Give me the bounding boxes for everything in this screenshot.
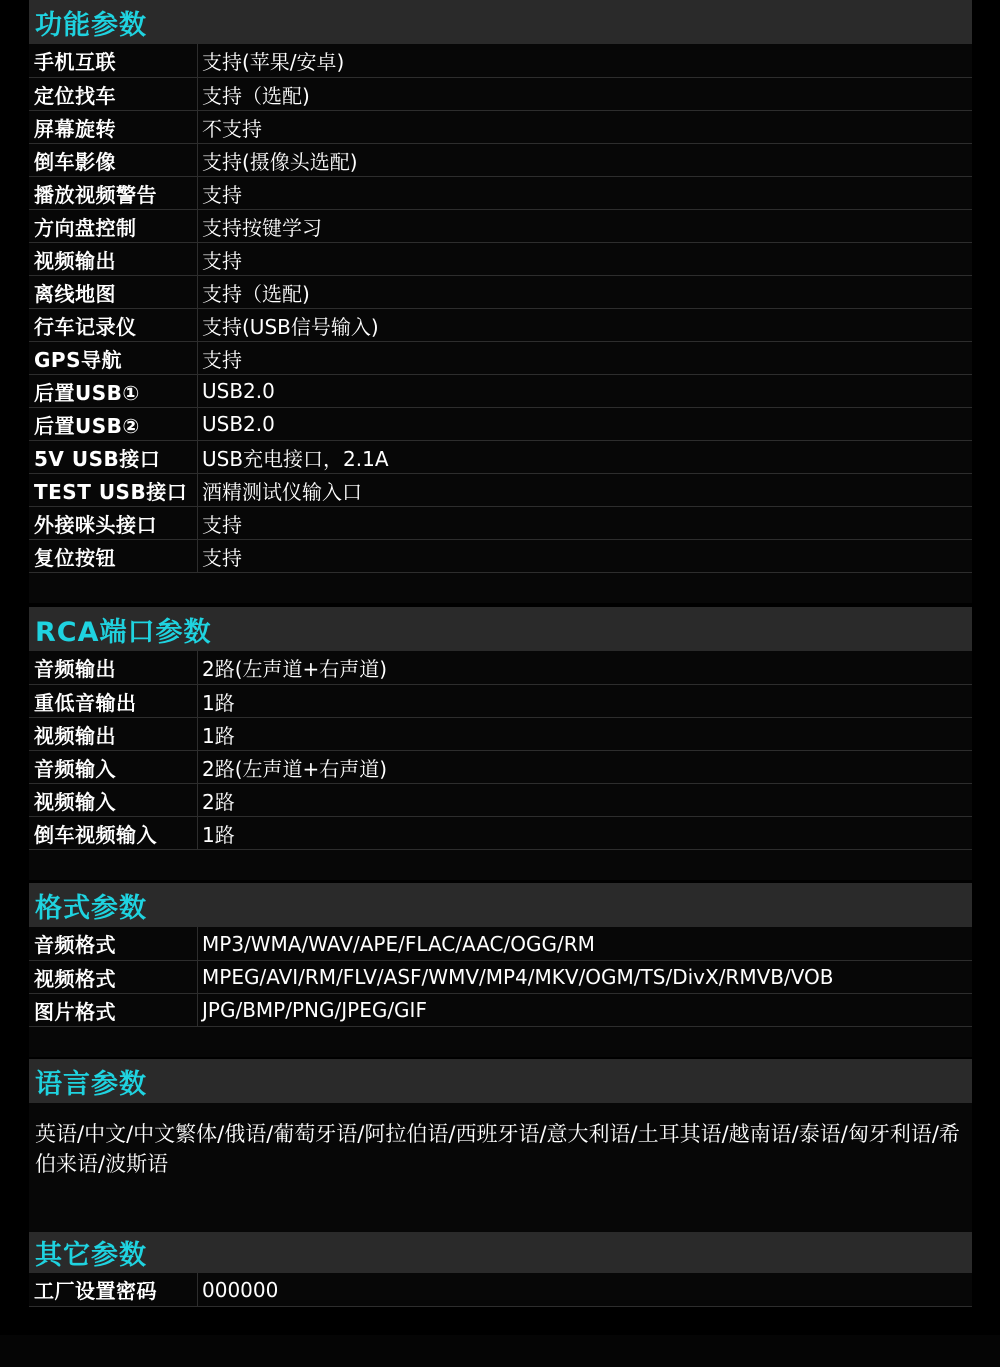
functions-section: [29, 0, 972, 603]
row-value: 000000: [202, 1277, 279, 1302]
row-value: 支持: [202, 512, 242, 537]
row-value: 支持: [202, 545, 242, 570]
row-label: 倒车影像: [29, 144, 198, 176]
row-label: 工厂设置密码: [29, 1273, 198, 1306]
table-row: [29, 684, 972, 717]
table-row: [29, 374, 972, 407]
row-label: 音频格式: [29, 927, 198, 960]
table-row: [29, 717, 972, 750]
table-row: [29, 651, 972, 684]
table-row: [29, 960, 972, 993]
other-heading: 其它参数: [29, 1232, 972, 1273]
row-label: 视频输入: [29, 784, 198, 816]
bottom-strip: [0, 1335, 1000, 1367]
section-gap: [29, 573, 972, 603]
row-value: 1路: [202, 822, 235, 847]
row-label: TEST USB接口: [29, 474, 198, 506]
other-table: [29, 1273, 972, 1307]
table-row: [29, 539, 972, 572]
row-label: 视频输出: [29, 718, 198, 750]
row-value: 支持: [202, 347, 242, 372]
row-value: 支持(USB信号输入): [202, 314, 379, 339]
rca-heading: RCA端口参数: [29, 607, 972, 651]
row-value: 支持(苹果/安卓): [202, 50, 345, 74]
row-label: 离线地图: [29, 276, 198, 308]
table-row: [29, 816, 972, 849]
row-label: 音频输出: [29, 651, 198, 684]
table-row: [29, 927, 972, 960]
table-row: [29, 209, 972, 242]
table-row: [29, 440, 972, 473]
row-label: 播放视频警告: [29, 177, 198, 209]
row-value: USB2.0: [202, 412, 275, 436]
row-value: 2路(左声道+右声道): [202, 657, 388, 681]
row-value: USB2.0: [202, 379, 275, 403]
table-row: [29, 407, 972, 440]
row-label: 方向盘控制: [29, 210, 198, 242]
table-row: [29, 275, 972, 308]
table-row: [29, 506, 972, 539]
row-label: 外接咪头接口: [29, 507, 198, 539]
formats-table: [29, 927, 972, 1027]
row-label: 复位按钮: [29, 540, 198, 572]
row-value: 支持: [202, 182, 242, 207]
functions-table: [29, 44, 972, 573]
section-gap: [29, 1027, 972, 1057]
table-row: [29, 44, 972, 77]
table-row: [29, 993, 972, 1026]
other-section: [29, 1232, 972, 1307]
table-row: [29, 473, 972, 506]
row-value: 支持（选配): [202, 281, 310, 306]
table-row: [29, 1273, 972, 1306]
row-label: 定位找车: [29, 78, 198, 110]
table-row: [29, 341, 972, 374]
row-label: 5V USB接口: [29, 441, 198, 473]
row-value: 支持按键学习: [202, 215, 322, 240]
row-value: MPEG/AVI/RM/FLV/ASF/WMV/MP4/MKV/OGM/TS/DivX/RMVB/VOB: [202, 965, 834, 989]
row-value: USB充电接口，2.1A: [202, 446, 389, 471]
table-row: [29, 143, 972, 176]
rca-section: [29, 607, 972, 880]
functions-heading: 功能参数: [29, 0, 972, 44]
row-value: 支持(摄像头选配): [202, 149, 358, 174]
row-label: 重低音输出: [29, 685, 198, 717]
languages-section: [29, 1059, 972, 1233]
row-label: 手机互联: [29, 44, 198, 77]
row-label: 图片格式: [29, 994, 198, 1026]
row-value: JPG/BMP/PNG/JPEG/GIF: [202, 998, 427, 1022]
section-gap: [29, 1203, 972, 1233]
languages-list: 英语/中文/中文繁体/俄语/葡萄牙语/阿拉伯语/西班牙语/意大利语/土耳其语/越南语/泰语/匈牙利语/希伯来语/波斯语: [35, 1122, 960, 1176]
table-row: [29, 110, 972, 143]
row-label: 行车记录仪: [29, 309, 198, 341]
row-label: 屏幕旋转: [29, 111, 198, 143]
table-row: [29, 176, 972, 209]
section-gap: [29, 850, 972, 880]
row-value: 不支持: [202, 116, 262, 141]
row-label: 音频输入: [29, 751, 198, 783]
row-label: 视频输出: [29, 243, 198, 275]
formats-section: [29, 883, 972, 1057]
table-row: [29, 77, 972, 110]
row-value: 2路(左声道+右声道): [202, 756, 388, 781]
table-row: [29, 242, 972, 275]
table-row: [29, 750, 972, 783]
rca-table: [29, 651, 972, 850]
row-value: MP3/WMA/WAV/APE/FLAC/AAC/OGG/RM: [202, 931, 595, 956]
row-value: 支持: [202, 248, 242, 273]
table-row: [29, 308, 972, 341]
row-value: 1路: [202, 690, 235, 715]
row-label: 倒车视频输入: [29, 817, 198, 849]
row-value: 2路: [202, 789, 235, 814]
row-label: GPS导航: [29, 342, 198, 374]
languages-heading: 语言参数: [29, 1059, 972, 1103]
row-value: 1路: [202, 723, 235, 748]
table-row: [29, 783, 972, 816]
row-value: 支持（选配): [202, 83, 310, 108]
row-value: 酒精测试仪输入口: [202, 479, 362, 504]
row-label: 后置USB②: [29, 408, 198, 440]
row-label: 后置USB①: [29, 375, 198, 407]
row-label: 视频格式: [29, 961, 198, 993]
formats-heading: 格式参数: [29, 883, 972, 927]
